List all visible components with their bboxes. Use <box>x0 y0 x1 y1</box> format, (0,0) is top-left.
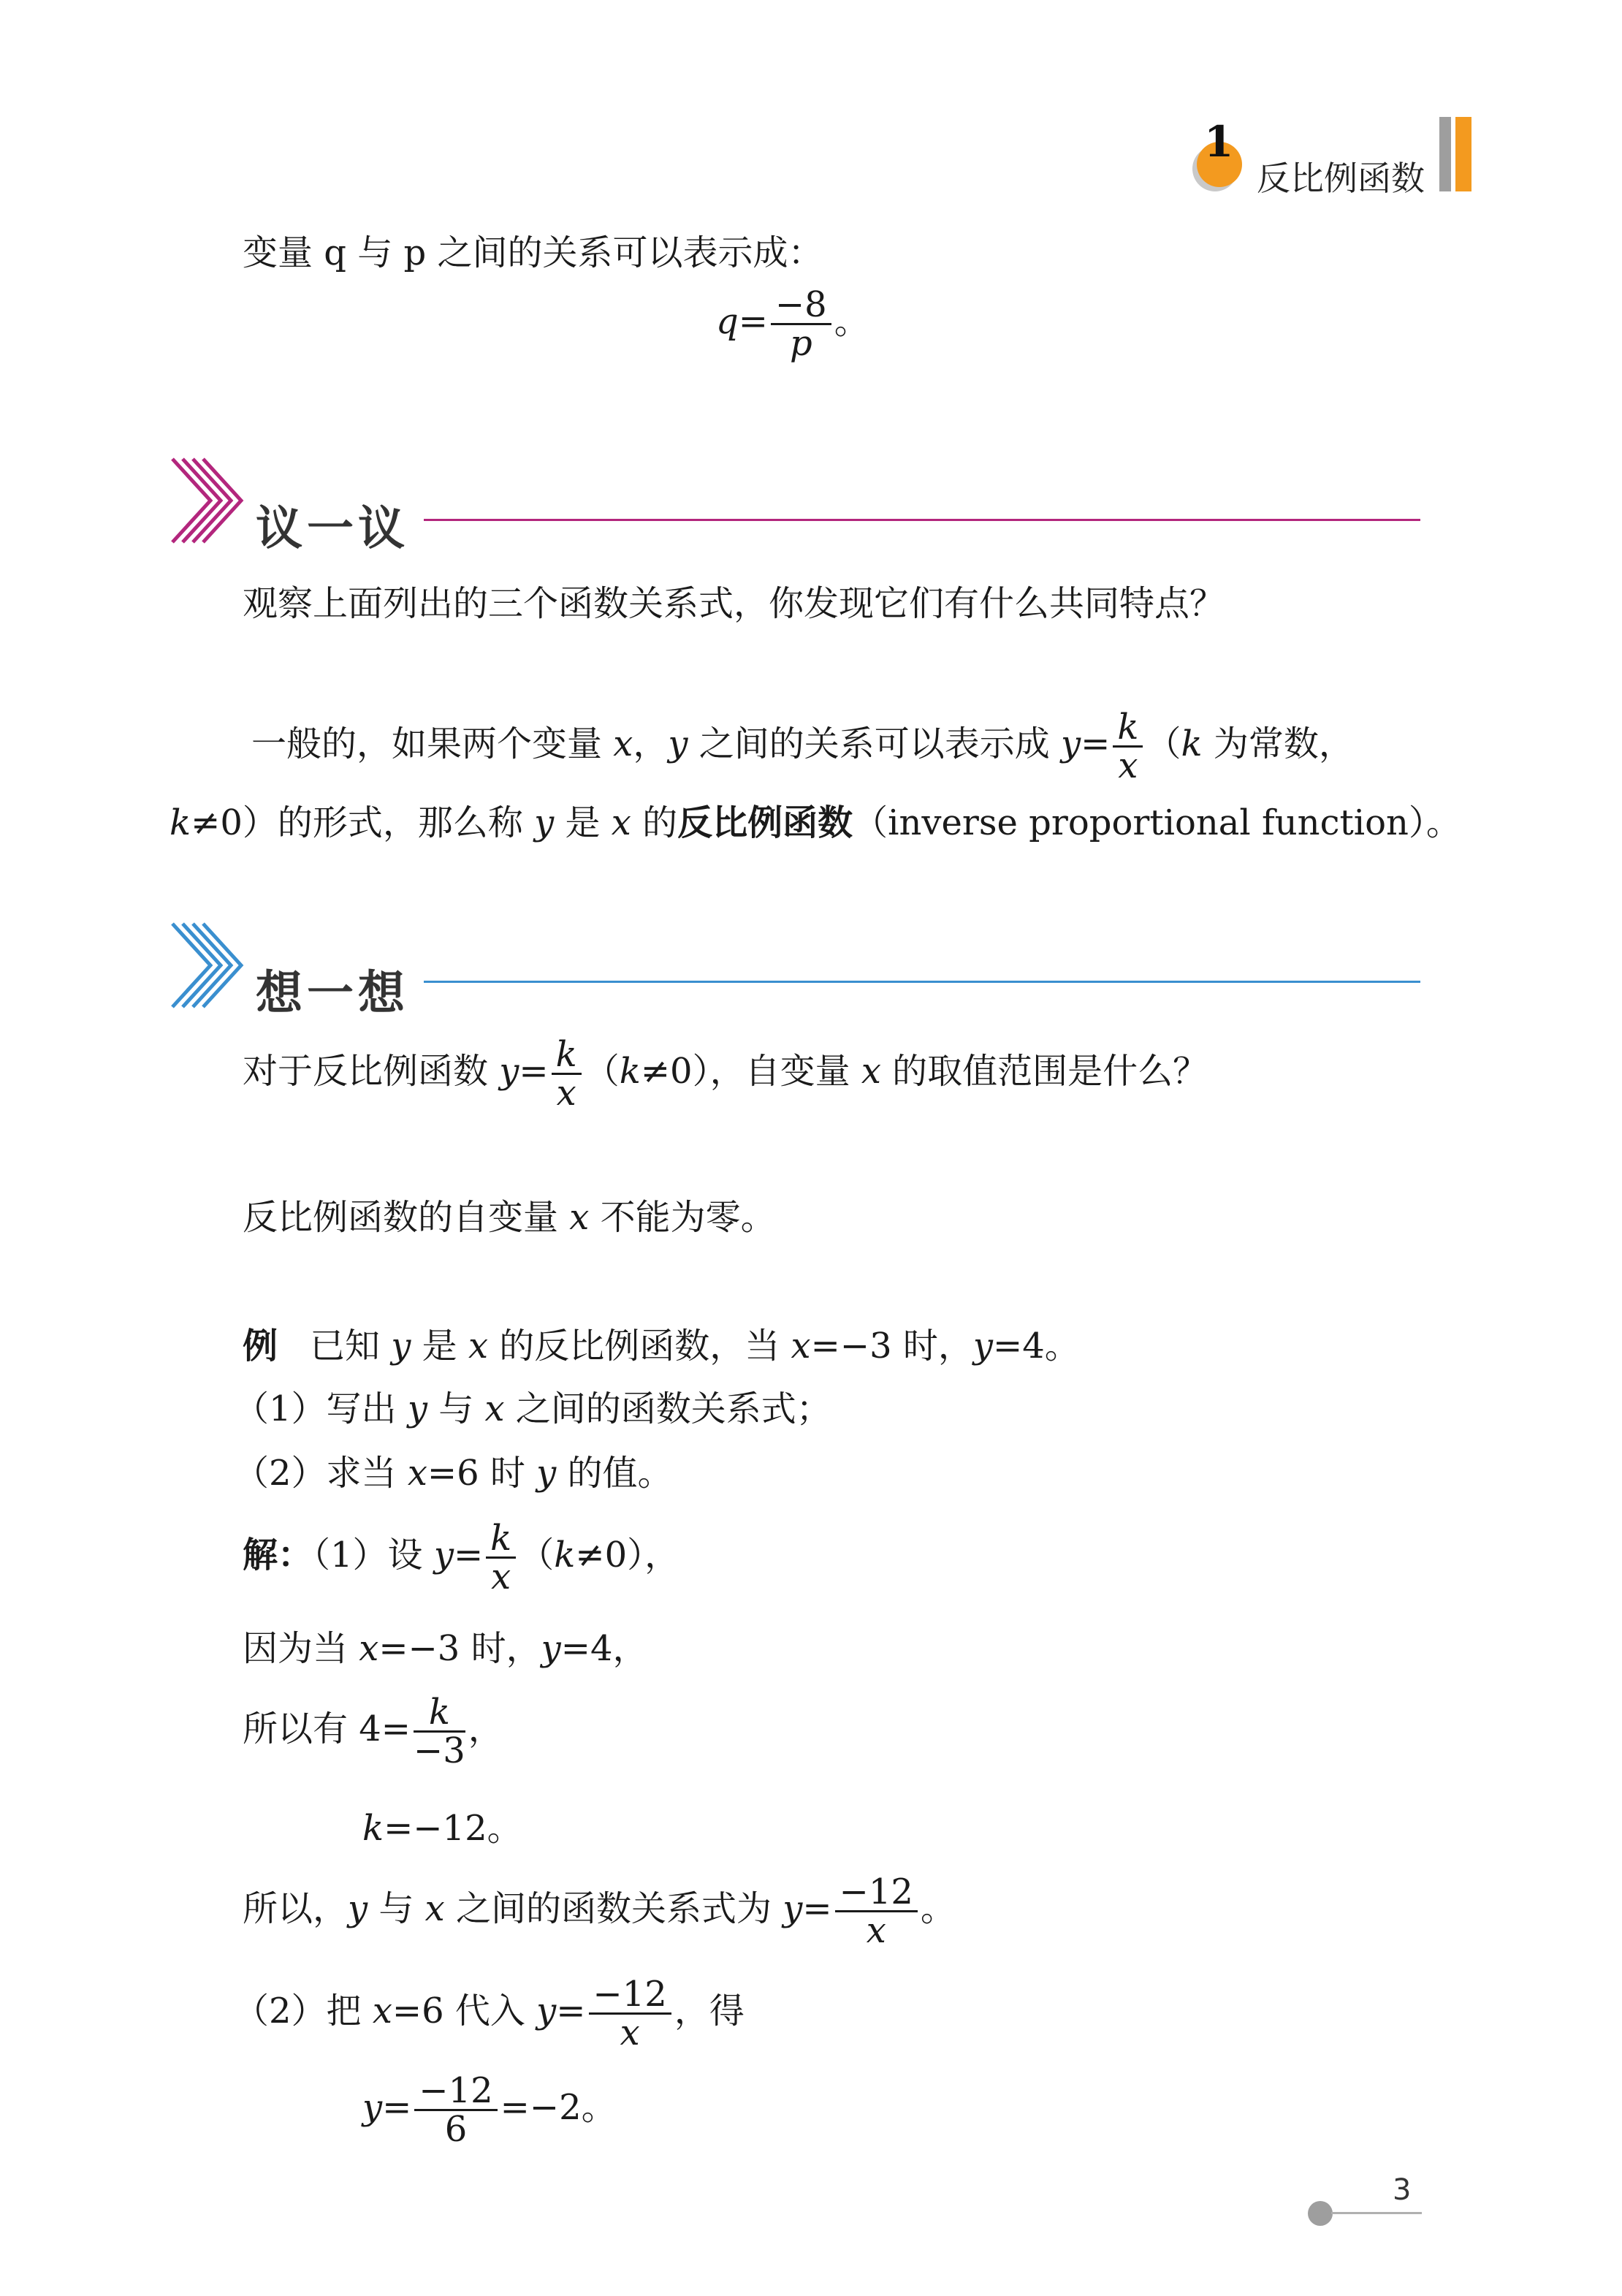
example-statement: 例 已知 y 是 x 的反比例函数，当 x=−3 时，y=4。 <box>243 1326 1080 1366</box>
solution-step-3: 所以有 4= $\frac{k}{-3}$ ， <box>243 1692 503 1771</box>
intro-relation-text: 变量 q 与 p 之间的关系可以表示成： <box>243 232 823 273</box>
solution-step-1: 解：（1）设 y= $\frac{k}{x}$ （k≠0）， <box>243 1518 680 1597</box>
definition-line-1: 一般的，如果两个变量 x，y 之间的关系可以表示成 y= $\frac{k}{x}$ （k 为常数， <box>251 707 1354 786</box>
fraction: $\frac{k}{x}$ <box>552 1036 582 1111</box>
solution-step-4: k=−12。 <box>362 1808 522 1849</box>
fraction: $\frac{k}{-3}$ <box>414 1692 465 1771</box>
chapter-number: 1 <box>1204 117 1234 167</box>
definition-term: 反比例函数 <box>677 802 853 843</box>
fraction: $\frac{k}{x}$ <box>1113 709 1143 784</box>
solution-step-6: （2）把 x=6 代入 y= $\frac{-12}{x}$ ，得 <box>234 1974 745 2053</box>
page-footer-rule <box>1331 2212 1422 2214</box>
solution-step-7: y= $\frac{-12}{6}$ =−2。 <box>362 2070 617 2150</box>
think-chevrons-icon <box>170 918 250 1013</box>
chapter-title: 反比例函数 <box>1257 159 1425 198</box>
example-part-2: （2）求当 x=6 时 y 的值。 <box>234 1453 673 1494</box>
discuss-question: 观察上面列出的三个函数关系式，你发现它们有什么共同特点？ <box>243 583 1225 624</box>
page-footer-dot <box>1308 2201 1333 2226</box>
solution-label: 解： <box>243 1535 313 1575</box>
page-number: 3 <box>1393 2173 1412 2207</box>
fraction: $\frac{-12}{6}$ <box>414 2072 497 2148</box>
think-answer: 反比例函数的自变量 x 不能为零。 <box>243 1197 776 1238</box>
intro-formula: q= $\frac{-8}{p}$ 。 <box>716 284 869 364</box>
header-bar-orange <box>1455 117 1471 191</box>
definition-line-2: k≠0）的形式，那么称 y 是 x 的反比例函数（inverse proportional function）。 <box>170 802 1461 843</box>
chapter-header <box>1184 117 1490 197</box>
think-rule <box>424 981 1420 983</box>
example-label: 例 <box>243 1326 278 1366</box>
think-title: 想一想 <box>256 967 409 1021</box>
header-bar-gray <box>1439 117 1451 191</box>
discuss-rule <box>424 519 1420 521</box>
fraction: $\frac{k}{x}$ <box>486 1520 516 1595</box>
solution-step-2: 因为当 x=−3 时，y=4， <box>243 1628 648 1669</box>
discuss-chevrons-icon <box>170 453 250 548</box>
fraction: $\frac{-12}{x}$ <box>589 1976 671 2051</box>
discuss-title: 议一议 <box>256 502 409 556</box>
fraction: $\frac{-8}{p}$ <box>771 286 831 362</box>
solution-step-5: 所以，y 与 x 之间的函数关系式为 y= $\frac{-12}{x}$ 。 <box>243 1871 956 1951</box>
think-question: 对于反比例函数 y= $\frac{k}{x}$ （k≠0），自变量 x 的取值范围是什么？ <box>243 1034 1208 1114</box>
example-part-1: （1）写出 y 与 x 之间的函数关系式； <box>234 1388 831 1429</box>
fraction: $\frac{-12}{x}$ <box>835 1874 918 1949</box>
